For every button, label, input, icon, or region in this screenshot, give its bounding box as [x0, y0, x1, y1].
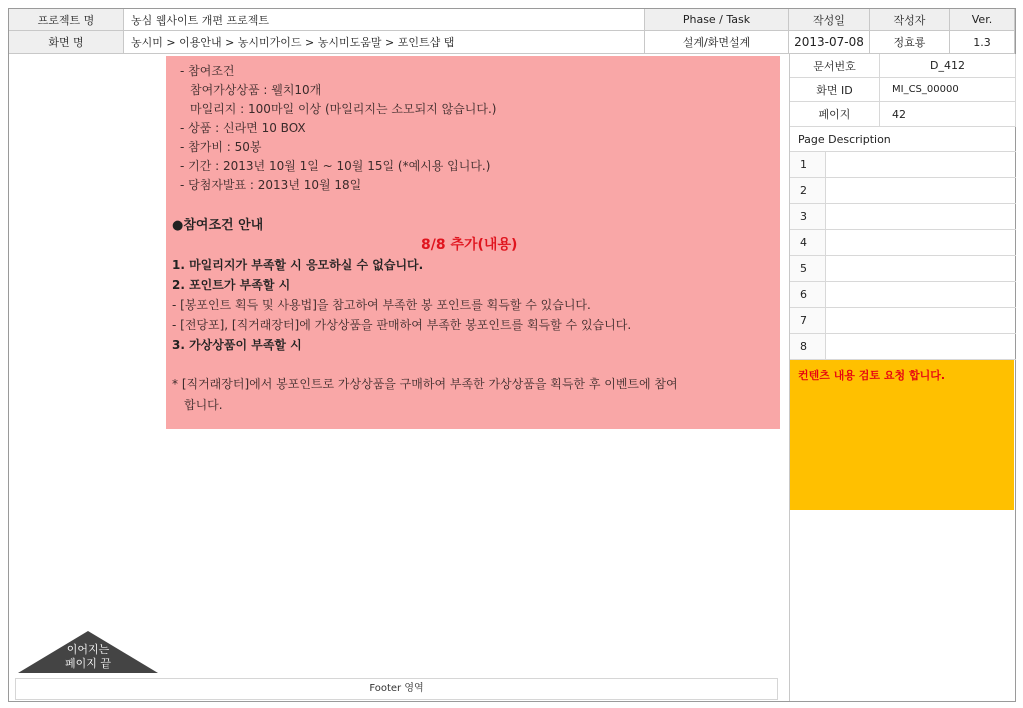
description-row — [790, 152, 1016, 178]
doc-number-label: 문서번호 — [790, 54, 880, 78]
phase-task-value: 설계/화면설계 — [645, 31, 789, 54]
section-title: ●참여조건 안내 — [172, 218, 264, 233]
description-row-number: 6 — [790, 282, 826, 307]
description-row — [790, 178, 1016, 204]
description-row-number: 2 — [790, 178, 826, 203]
author-label: 작성자 — [870, 9, 950, 31]
screen-id-value: MI_CS_00000 — [880, 78, 1016, 102]
description-row — [790, 230, 1016, 256]
page-description-label: Page Description — [790, 127, 1016, 152]
project-name-label: 프로젝트 명 — [9, 9, 124, 31]
page-value: 42 — [880, 102, 1016, 127]
condition-heading: - 참여조건 — [180, 64, 235, 78]
content-block — [166, 56, 780, 429]
item-2-sub-1: - [봉포인트 획득 및 사용법]을 참고하여 부족한 봉 포인트를 획득할 수 있습니다. — [172, 298, 591, 312]
period-line: - 기간 : 2013년 10월 1일 ~ 10월 15일 (*예시용 입니다.) — [180, 159, 491, 173]
footnote-line-2: 합니다. — [184, 398, 223, 412]
footnote-line-1: * [직거래장터]에서 봉포인트로 가상상품을 구매하여 부족한 가상상품을 획득한 후 이벤트에 참여 — [172, 377, 678, 391]
announcement-line: - 당첨자발표 : 2013년 10월 18일 — [180, 178, 362, 192]
project-name-value: 농심 웹사이트 개편 프로젝트 — [124, 9, 645, 31]
screen-path-value: 농시미 > 이용안내 > 농시미가이드 > 농시미도움말 > 포인트샵 탭 — [124, 31, 645, 54]
review-request-text: 컨텐츠 내용 검토 요청 합니다. — [798, 369, 946, 382]
item-2: 2. 포인트가 부족할 시 — [172, 278, 291, 292]
page-label: 페이지 — [790, 102, 880, 127]
prize-line: - 상품 : 신라면 10 BOX — [180, 121, 306, 135]
description-row — [790, 204, 1016, 230]
description-row-number: 4 — [790, 230, 826, 255]
description-row-number: 5 — [790, 256, 826, 281]
version-value: 1.3 — [950, 31, 1015, 54]
author-value: 정효룡 — [870, 31, 950, 54]
added-note: 8/8 추가(내용) — [421, 237, 518, 253]
description-row-number: 7 — [790, 308, 826, 333]
date-label: 작성일 — [789, 9, 870, 31]
description-row — [790, 334, 1016, 360]
date-value: 2013-07-08 — [789, 31, 870, 54]
item-2-sub-2: - [전당포], [직거래장터]에 가상상품을 판매하여 부족한 봉포인트를 획득할 수 있습니다. — [172, 318, 632, 332]
page-end-label — [50, 643, 126, 671]
item-3: 3. 가상상품이 부족할 시 — [172, 338, 302, 352]
page-end-line-2: 페이지 끝 — [64, 657, 111, 670]
condition-virtual-goods: 참여가상상품 : 웰치10개 — [190, 83, 322, 97]
footer-area: Footer 영역 — [15, 678, 778, 700]
version-label: Ver. — [950, 9, 1015, 31]
phase-task-label: Phase / Task — [645, 9, 789, 31]
doc-number-value: D_412 — [880, 54, 1016, 78]
description-row-number: 1 — [790, 152, 826, 177]
description-row — [790, 256, 1016, 282]
review-request-note — [790, 360, 1014, 510]
condition-mileage: 마일리지 : 100마일 이상 (마일리지는 소모되지 않습니다.) — [190, 102, 497, 116]
fee-line: - 참가비 : 50봉 — [180, 140, 262, 154]
description-row — [790, 282, 1016, 308]
item-1: 1. 마일리지가 부족할 시 응모하실 수 없습니다. — [172, 258, 424, 272]
description-row — [790, 308, 1016, 334]
screen-name-label: 화면 명 — [9, 31, 124, 54]
screen-id-label: 화면 ID — [790, 78, 880, 102]
description-row-number: 8 — [790, 334, 826, 359]
page-end-line-1: 이어지는 — [66, 643, 110, 656]
description-row-number: 3 — [790, 204, 826, 229]
